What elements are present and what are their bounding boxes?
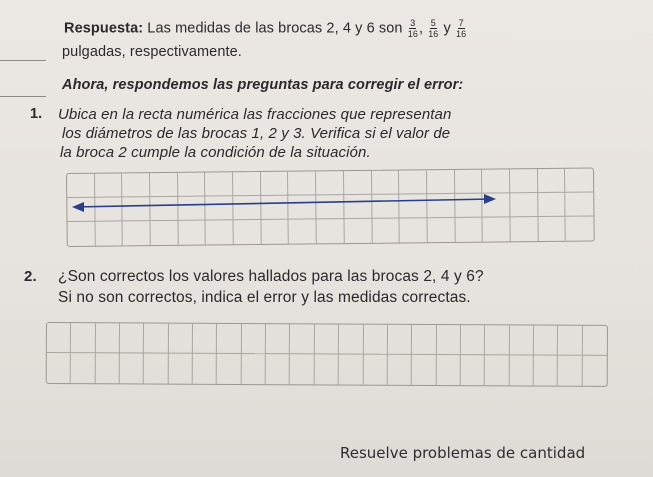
- grid-cell: [436, 355, 461, 385]
- grid-cell: [558, 326, 583, 356]
- grid-cell: [485, 355, 510, 385]
- grid-cell: [290, 354, 315, 384]
- grid-cell: [582, 356, 607, 386]
- grid-cell: [339, 355, 364, 385]
- grid-cell: [558, 356, 583, 386]
- intro-heading: Ahora, respondemos las preguntas para corregir el error:: [62, 77, 464, 93]
- grid-cell: [95, 353, 120, 383]
- grid-cell: [47, 323, 72, 353]
- grid-cell: [534, 326, 559, 356]
- grid-cell: [71, 353, 96, 383]
- grid-cell: [461, 355, 486, 385]
- fraction-2: $\frac{5}{16}$: [428, 18, 439, 39]
- grid-cell: [241, 354, 266, 384]
- grid-cell: [412, 355, 437, 385]
- grid-cell: [266, 354, 291, 384]
- number-line-axis: [74, 199, 492, 207]
- grid-cell: [363, 355, 388, 385]
- grid-cell: [144, 324, 169, 354]
- grid-cell: [120, 353, 145, 383]
- grid-cell: [193, 324, 218, 354]
- grid-cell: [509, 355, 534, 385]
- grid-cell: [144, 354, 169, 384]
- answer-line-2: pulgadas, respectivamente.: [62, 44, 242, 60]
- grid-cell: [169, 324, 194, 354]
- grid-cell: [388, 355, 413, 385]
- grid-cell: [436, 325, 461, 355]
- separator-1: ,: [418, 20, 428, 37]
- grid-cell: [71, 323, 96, 353]
- answer-label: Respuesta:: [64, 20, 144, 37]
- q1-line-1: Ubica en la recta numérica las fracciones que representan: [58, 106, 452, 123]
- grid-cell: [485, 325, 510, 355]
- grid-cell: [290, 324, 315, 354]
- grid-cell: [412, 325, 437, 355]
- grid-cell: [534, 356, 559, 386]
- answer-text: Las medidas de las brocas 2, 4 y 6 son: [143, 20, 407, 37]
- grid-cell: [96, 323, 121, 353]
- grid-cell: [582, 326, 607, 356]
- grid-cell: [363, 325, 388, 355]
- grid-cell: [217, 354, 242, 384]
- grid-cell: [242, 324, 267, 354]
- fraction-3: $\frac{7}{16}$: [456, 18, 467, 39]
- q1-line-3: la broca 2 cumple la condición de la situación.: [60, 144, 371, 161]
- q1-number: 1.: [30, 106, 43, 122]
- grid-cell: [314, 354, 339, 384]
- separator-2: y: [439, 20, 456, 37]
- grid-cell: [461, 325, 486, 355]
- fraction-1: $\frac{3}{16}$: [407, 18, 418, 39]
- grid-cell: [47, 353, 72, 383]
- grid-cell: [266, 324, 291, 354]
- grid-cell: [217, 324, 242, 354]
- grid-cell: [193, 354, 218, 384]
- q1-line-2: los diámetros de las brocas 1, 2 y 3. Verifica si el valor de: [62, 125, 451, 142]
- q2-line-2: Si no son correctos, indica el error y las medidas correctas.: [58, 289, 471, 306]
- grid-cell: [509, 325, 534, 355]
- q2-number: 2.: [24, 268, 37, 285]
- grid-cell: [168, 354, 193, 384]
- footer-title: Resuelve problemas de cantidad: [340, 444, 586, 462]
- grid-cell: [339, 325, 364, 355]
- right-arrow-icon: [484, 194, 496, 204]
- left-arrow-icon: [72, 202, 84, 212]
- grid-cell: [315, 324, 340, 354]
- grid-cell: [388, 325, 413, 355]
- answer-grid: [46, 322, 608, 387]
- q2-line-1: ¿Son correctos los valores hallados para las brocas 2, 4 y 6?: [58, 268, 484, 285]
- grid-cell: [120, 323, 145, 353]
